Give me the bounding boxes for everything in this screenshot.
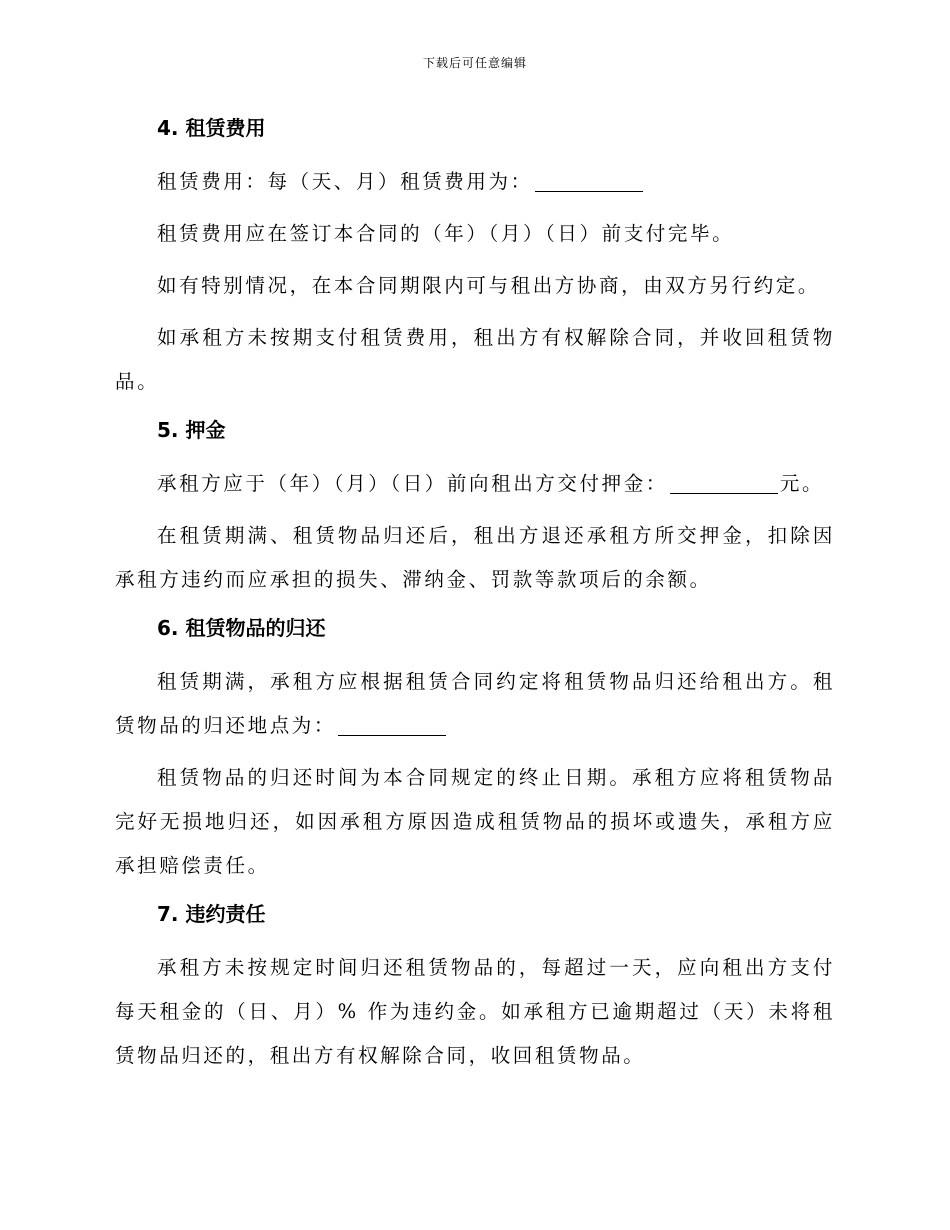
paragraph-fee-amount [115, 160, 835, 204]
document-body [115, 110, 835, 1086]
section-heading: 4. 租赁费用 [157, 116, 266, 140]
paragraph-deposit-amount [115, 462, 835, 506]
paragraph-text: 租赁期满，承租方应根据租赁合同约定将租赁物品归还给租出方。租赁物品的归还地点为： [115, 670, 835, 737]
paragraph-return-time: 租赁物品的归还时间为本合同规定的终止日期。承租方应将租赁物品完好无损地归还，如因承租方原因造成租赁物品的损坏或遗失，承租方应承担赔偿责任。 [115, 766, 835, 877]
section-heading: 5. 押金 [157, 418, 226, 442]
paragraph-text: 租赁费用：每（天、月）租赁费用为： [157, 170, 533, 193]
paragraph-deposit-refund: 在租赁期满、租赁物品归还后，租出方退还承租方所交押金，扣除因承租方违约而应承担的损失、滞纳金、罚款等款项后的余额。 [115, 524, 835, 591]
section-breach [115, 896, 835, 1078]
paragraph-breach-penalty: 承租方未按规定时间归还租赁物品的，每超过一天，应向租出方支付每天租金的（日、月）% 作为违约金。如承租方已逾期超过（天）未将租赁物品归还的，租出方有权解除合同，收回租赁物品。 [115, 956, 835, 1067]
section-heading: 7. 违约责任 [157, 902, 266, 926]
fill-in-blank [670, 492, 778, 494]
section-return [115, 610, 835, 888]
paragraph-text: 承租方应于（年）（月）（日）前向租出方交付押金： [157, 472, 668, 495]
paragraph-nonpayment: 如承租方未按期支付租赁费用，租出方有权解除合同，并收回租赁物品。 [115, 326, 835, 393]
page-header: 下载后可任意编辑 [422, 56, 527, 70]
section-rental-fee [115, 110, 835, 404]
fill-in-blank [338, 734, 446, 736]
section-deposit [115, 412, 835, 602]
section-heading: 6. 租赁物品的归还 [157, 616, 326, 640]
paragraph-return-location [115, 660, 835, 748]
paragraph-special-cases: 如有特别情况，在本合同期限内可与租出方协商，由双方另行约定。 [157, 274, 821, 297]
paragraph-text: 元。 [779, 472, 825, 495]
fill-in-blank [535, 190, 643, 192]
paragraph-payment-deadline: 租赁费用应在签订本合同的（年）（月）（日）前支付完毕。 [157, 222, 735, 245]
